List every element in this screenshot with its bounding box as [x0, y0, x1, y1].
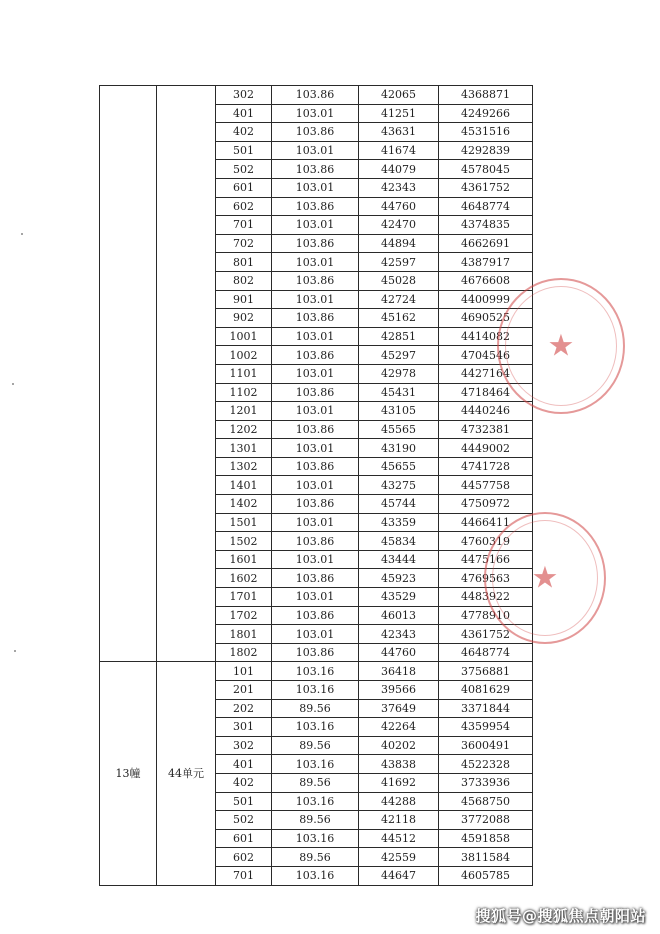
cell-total: 4662691 [439, 234, 533, 253]
cell-area: 103.01 [272, 588, 359, 607]
cell-total: 4483922 [439, 588, 533, 607]
cell-price: 45431 [359, 383, 439, 402]
cell-area: 103.86 [272, 643, 359, 662]
cell-room: 302 [216, 86, 272, 105]
cell-total: 4605785 [439, 866, 533, 885]
cell-total: 4374835 [439, 216, 533, 235]
cell-price: 40202 [359, 736, 439, 755]
cell-room: 1301 [216, 439, 272, 458]
cell-total: 4249266 [439, 104, 533, 123]
price-table-body [100, 86, 533, 886]
cell-area: 103.01 [272, 402, 359, 421]
cell-room: 1702 [216, 606, 272, 625]
cell-price: 42343 [359, 178, 439, 197]
cell-total: 4522328 [439, 755, 533, 774]
cell-room: 1701 [216, 588, 272, 607]
cell-area: 103.86 [272, 309, 359, 328]
cell-area: 103.86 [272, 495, 359, 514]
cell-price: 42065 [359, 86, 439, 105]
cell-room: 501 [216, 141, 272, 160]
cell-total: 4475166 [439, 550, 533, 569]
cell-total: 4732381 [439, 420, 533, 439]
cell-total: 4568750 [439, 792, 533, 811]
cell-room: 1102 [216, 383, 272, 402]
cell-price: 43529 [359, 588, 439, 607]
cell-price: 39566 [359, 681, 439, 700]
cell-area: 103.01 [272, 327, 359, 346]
cell-total: 4400999 [439, 290, 533, 309]
cell-total: 4591858 [439, 829, 533, 848]
cell-room: 1002 [216, 346, 272, 365]
cell-area: 103.86 [272, 160, 359, 179]
cell-area: 103.01 [272, 625, 359, 644]
cell-price: 44512 [359, 829, 439, 848]
cell-price: 43275 [359, 476, 439, 495]
cell-area: 103.16 [272, 662, 359, 681]
cell-price: 37649 [359, 699, 439, 718]
cell-area: 103.86 [272, 457, 359, 476]
star-icon: ★ [531, 560, 559, 596]
cell-price: 45162 [359, 309, 439, 328]
cell-room: 301 [216, 718, 272, 737]
cell-total: 3811584 [439, 848, 533, 867]
cell-total: 4368871 [439, 86, 533, 105]
cell-area: 103.01 [272, 439, 359, 458]
cell-total: 3756881 [439, 662, 533, 681]
cell-area: 103.01 [272, 253, 359, 272]
cell-area: 103.86 [272, 420, 359, 439]
table-row [100, 662, 533, 681]
cell-area: 103.01 [272, 364, 359, 383]
cell-area: 103.01 [272, 513, 359, 532]
cell-area: 103.01 [272, 216, 359, 235]
cell-total: 3772088 [439, 811, 533, 830]
cell-price: 42118 [359, 811, 439, 830]
cell-room: 802 [216, 271, 272, 290]
cell-total: 4769563 [439, 569, 533, 588]
star-icon: ★ [547, 328, 575, 364]
cell-room: 202 [216, 699, 272, 718]
cell-total: 3600491 [439, 736, 533, 755]
cell-area: 103.01 [272, 178, 359, 197]
cell-total: 4427164 [439, 364, 533, 383]
cell-area: 103.01 [272, 550, 359, 569]
cell-price: 44079 [359, 160, 439, 179]
cell-area: 103.86 [272, 346, 359, 365]
cell-price: 44894 [359, 234, 439, 253]
building-cell: 13幢 [100, 662, 157, 885]
cell-price: 41251 [359, 104, 439, 123]
cell-area: 103.01 [272, 290, 359, 309]
cell-area: 103.86 [272, 569, 359, 588]
cell-total: 4718464 [439, 383, 533, 402]
cell-room: 602 [216, 848, 272, 867]
cell-room: 1802 [216, 643, 272, 662]
cell-room: 702 [216, 234, 272, 253]
cell-price: 42559 [359, 848, 439, 867]
cell-price: 45834 [359, 532, 439, 551]
cell-area: 103.86 [272, 606, 359, 625]
cell-area: 103.01 [272, 104, 359, 123]
cell-price: 43631 [359, 123, 439, 142]
cell-room: 601 [216, 178, 272, 197]
scan-speck [14, 650, 16, 652]
cell-total: 4292839 [439, 141, 533, 160]
cell-room: 302 [216, 736, 272, 755]
cell-price: 43190 [359, 439, 439, 458]
scan-speck [12, 383, 14, 385]
cell-area: 103.16 [272, 792, 359, 811]
cell-room: 502 [216, 811, 272, 830]
cell-total: 4414082 [439, 327, 533, 346]
cell-area: 103.16 [272, 681, 359, 700]
cell-area: 103.86 [272, 271, 359, 290]
cell-room: 701 [216, 866, 272, 885]
cell-room: 1101 [216, 364, 272, 383]
cell-room: 1501 [216, 513, 272, 532]
scan-speck [21, 233, 23, 235]
cell-total: 3371844 [439, 699, 533, 718]
cell-room: 402 [216, 123, 272, 142]
cell-price: 44288 [359, 792, 439, 811]
cell-room: 601 [216, 829, 272, 848]
unit-cell: 44单元 [157, 662, 216, 885]
watermark: 搜狐号@搜狐焦点朝阳站 [475, 907, 646, 925]
cell-area: 103.86 [272, 86, 359, 105]
cell-room: 901 [216, 290, 272, 309]
cell-price: 43444 [359, 550, 439, 569]
cell-room: 1601 [216, 550, 272, 569]
cell-room: 401 [216, 104, 272, 123]
cell-price: 42470 [359, 216, 439, 235]
cell-room: 902 [216, 309, 272, 328]
cell-area: 103.16 [272, 829, 359, 848]
cell-total: 3733936 [439, 773, 533, 792]
cell-room: 502 [216, 160, 272, 179]
price-table [99, 85, 533, 886]
cell-total: 4648774 [439, 643, 533, 662]
cell-room: 402 [216, 773, 272, 792]
cell-price: 44760 [359, 643, 439, 662]
cell-area: 103.16 [272, 755, 359, 774]
cell-total: 4081629 [439, 681, 533, 700]
cell-total: 4361752 [439, 178, 533, 197]
cell-area: 103.01 [272, 476, 359, 495]
cell-room: 101 [216, 662, 272, 681]
cell-price: 45565 [359, 420, 439, 439]
cell-area: 103.86 [272, 234, 359, 253]
cell-total: 4750972 [439, 495, 533, 514]
cell-price: 42978 [359, 364, 439, 383]
cell-total: 4760319 [439, 532, 533, 551]
cell-room: 1602 [216, 569, 272, 588]
cell-total: 4778910 [439, 606, 533, 625]
cell-price: 45744 [359, 495, 439, 514]
cell-price: 42851 [359, 327, 439, 346]
cell-total: 4440246 [439, 402, 533, 421]
cell-room: 1502 [216, 532, 272, 551]
cell-total: 4704546 [439, 346, 533, 365]
cell-area: 103.86 [272, 383, 359, 402]
cell-price: 42343 [359, 625, 439, 644]
cell-price: 43838 [359, 755, 439, 774]
cell-price: 44647 [359, 866, 439, 885]
cell-total: 4449002 [439, 439, 533, 458]
cell-total: 4457758 [439, 476, 533, 495]
cell-price: 42264 [359, 718, 439, 737]
cell-room: 201 [216, 681, 272, 700]
cell-price: 45655 [359, 457, 439, 476]
cell-room: 602 [216, 197, 272, 216]
cell-area: 103.86 [272, 123, 359, 142]
cell-price: 46013 [359, 606, 439, 625]
cell-room: 1201 [216, 402, 272, 421]
cell-area: 89.56 [272, 848, 359, 867]
cell-total: 4361752 [439, 625, 533, 644]
cell-total: 4676608 [439, 271, 533, 290]
cell-area: 89.56 [272, 699, 359, 718]
cell-room: 1801 [216, 625, 272, 644]
cell-room: 501 [216, 792, 272, 811]
cell-room: 1402 [216, 495, 272, 514]
cell-price: 45923 [359, 569, 439, 588]
cell-area: 89.56 [272, 773, 359, 792]
cell-total: 4741728 [439, 457, 533, 476]
cell-price: 44760 [359, 197, 439, 216]
cell-area: 103.86 [272, 197, 359, 216]
cell-area: 89.56 [272, 811, 359, 830]
cell-price: 42597 [359, 253, 439, 272]
cell-room: 1401 [216, 476, 272, 495]
cell-total: 4690525 [439, 309, 533, 328]
cell-price: 45297 [359, 346, 439, 365]
cell-area: 103.01 [272, 141, 359, 160]
cell-price: 41692 [359, 773, 439, 792]
cell-total: 4359954 [439, 718, 533, 737]
cell-area: 103.86 [272, 532, 359, 551]
cell-room: 1202 [216, 420, 272, 439]
table-row [100, 86, 533, 105]
cell-room: 1001 [216, 327, 272, 346]
unit-cell-blank [157, 86, 216, 662]
cell-room: 401 [216, 755, 272, 774]
cell-total: 4387917 [439, 253, 533, 272]
building-cell-blank [100, 86, 157, 662]
cell-price: 42724 [359, 290, 439, 309]
cell-total: 4578045 [439, 160, 533, 179]
cell-price: 43359 [359, 513, 439, 532]
cell-area: 89.56 [272, 736, 359, 755]
cell-room: 801 [216, 253, 272, 272]
cell-total: 4466411 [439, 513, 533, 532]
cell-room: 1302 [216, 457, 272, 476]
cell-price: 45028 [359, 271, 439, 290]
cell-total: 4648774 [439, 197, 533, 216]
cell-room: 701 [216, 216, 272, 235]
cell-price: 36418 [359, 662, 439, 681]
cell-area: 103.16 [272, 866, 359, 885]
cell-total: 4531516 [439, 123, 533, 142]
cell-price: 43105 [359, 402, 439, 421]
cell-price: 41674 [359, 141, 439, 160]
cell-area: 103.16 [272, 718, 359, 737]
